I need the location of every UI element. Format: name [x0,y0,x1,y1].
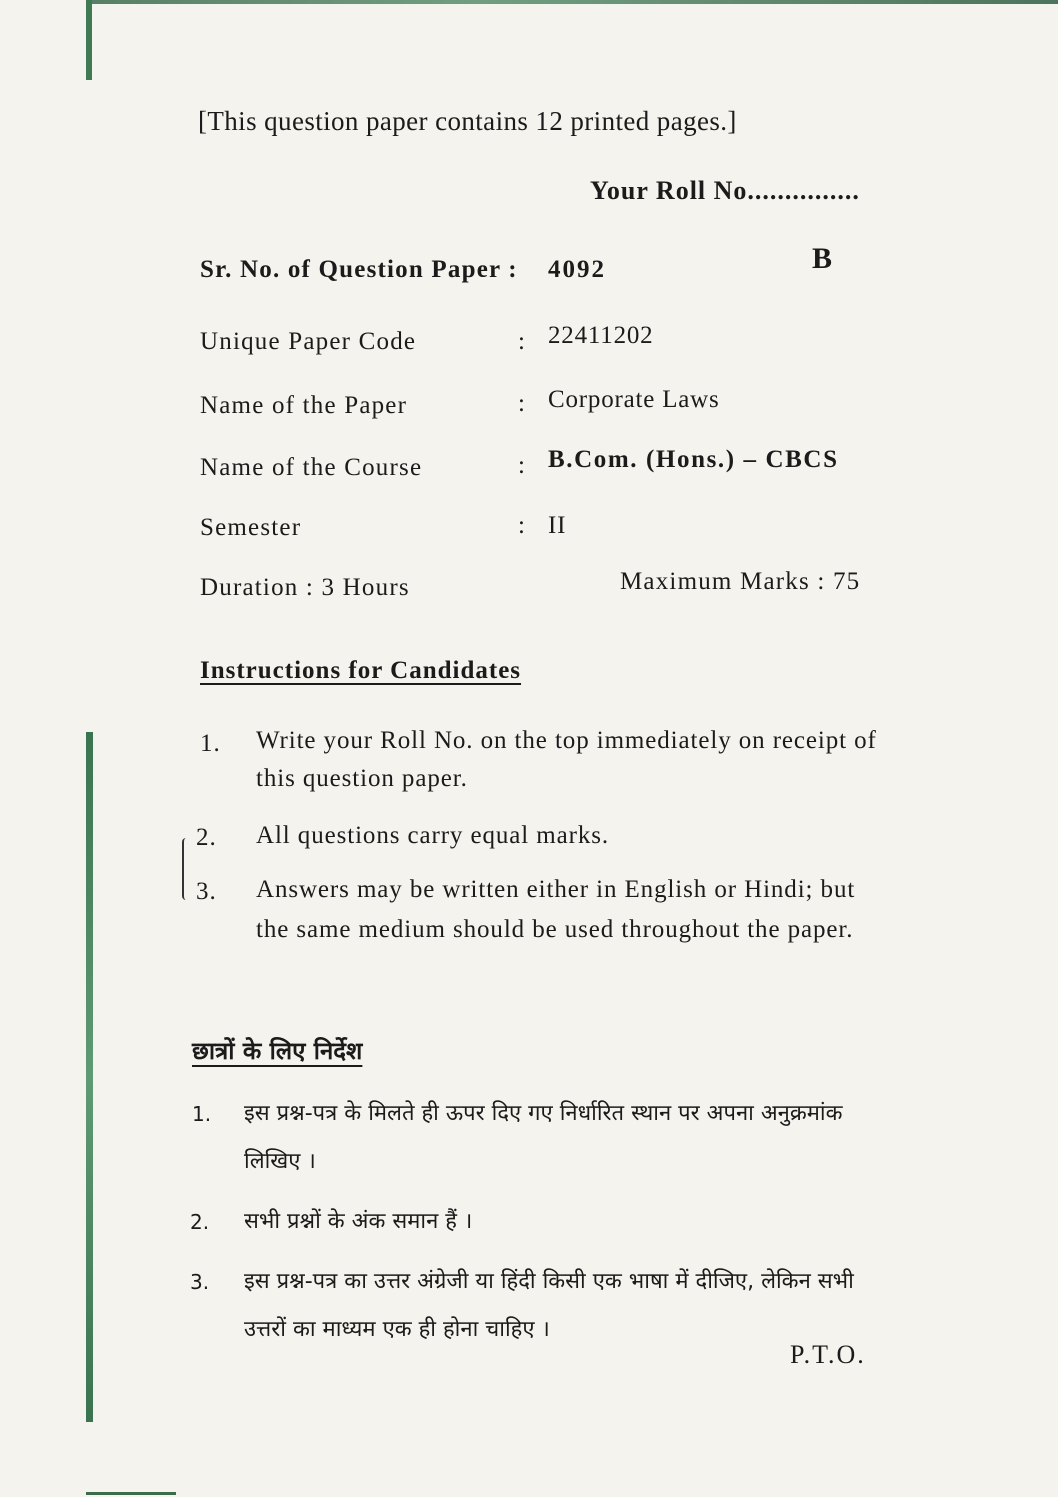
hindi-instruction-text: इस प्रश्न-पत्र के मिलते ही ऊपर दिए गए निर्धारित स्थान पर अपना अनुक्रमांक लिखिए । [244,1101,843,1174]
roll-number-field: Your Roll No............... [590,176,860,205]
hindi-instruction-text: इस प्रश्न-पत्र का उत्तर अंग्रेजी या हिंदी किसी एक भाषा में दीजिए, लेकिन सभी उत्तरों का माध्यम एक ही होना चाहिए । [244,1269,854,1342]
semester-label: Semester [200,514,302,541]
semester-value: II [548,512,567,539]
semester-colon: : [518,512,525,539]
paper-code-colon: : [518,328,525,355]
hindi-instruction-number: 2. [190,1210,210,1234]
instructions-heading: Instructions for Candidates [200,657,522,684]
paper-name-value: Corporate Laws [548,386,720,413]
instruction-text: All questions carry equal marks. [256,822,610,849]
course-name-value: B.Com. (Hons.) – CBCS [548,446,839,473]
sr-no-label: Sr. No. of Question Paper : [200,256,518,283]
paper-name-colon: : [518,390,525,417]
pages-note: [This question paper contains 12 printed pages.] [198,106,737,136]
duration: Duration : 3 Hours [200,574,410,601]
hindi-instruction-number: 1. [192,1102,212,1126]
course-name-colon: : [518,452,525,479]
paper-code-label: Unique Paper Code [200,328,417,355]
scan-edge-top [90,0,1058,4]
instruction-number: 3. [196,878,217,905]
maximum-marks: Maximum Marks : 75 [620,568,861,595]
instruction-number: 1. [200,730,221,757]
scan-edge-left-top [86,0,92,80]
set-letter: B [812,242,833,275]
instruction-text: Answers may be written either in English or Hindi; but the same medium should be used throughout the paper. [256,876,856,943]
sr-no-value: 4092 [548,256,606,283]
instruction-text: Write your Roll No. on the top immediately on receipt of this question paper. [256,727,877,792]
instruction-number: 2. [196,824,217,851]
scan-edge-bottom [86,1492,176,1495]
hindi-instruction-number: 3. [190,1270,210,1294]
pto-marker: P.T.O. [790,1340,866,1369]
course-name-label: Name of the Course [200,454,423,481]
hindi-instruction-text: सभी प्रश्नों के अंक समान हैं । [244,1209,473,1234]
paper-code-value: 22411202 [548,322,654,349]
margin-bracket [182,838,190,900]
hindi-instructions-heading: छात्रों के लिए निर्देश [192,1037,363,1065]
paper-name-label: Name of the Paper [200,392,408,419]
scan-edge-left [86,732,93,1422]
